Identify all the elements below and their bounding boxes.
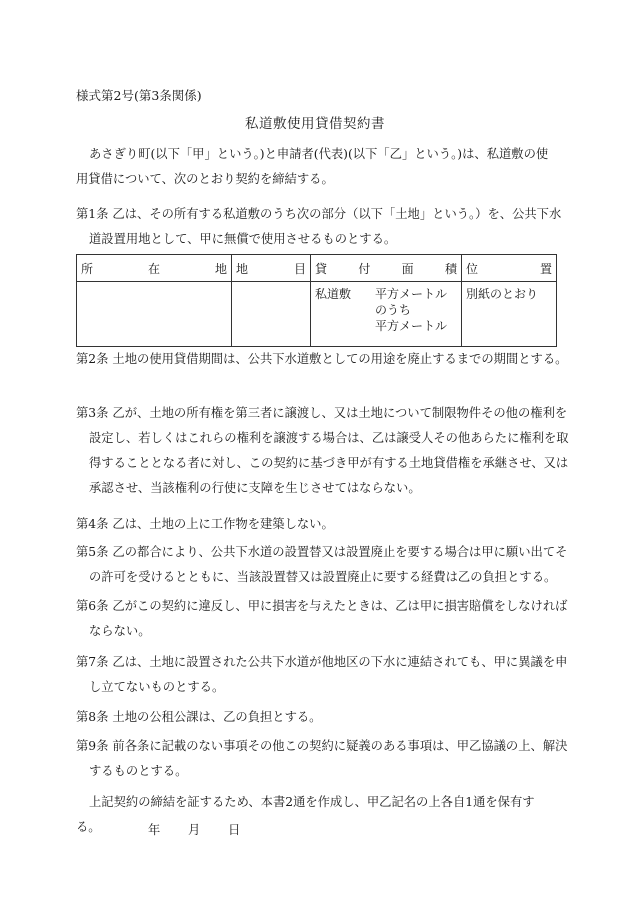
article-2 — [76, 347, 569, 372]
article-number: 第5条 — [76, 545, 109, 559]
article-7 — [76, 650, 569, 700]
area-unit: 平方メートル — [375, 287, 448, 301]
preamble: あさぎり町(以下「甲」という。)と申請者(代表)(以下「乙」という。)は、私道敷の使用貸借について、次のとおり契約を締結する。 — [76, 147, 549, 186]
document-title: 私道敷使用貸借契約書 — [245, 116, 385, 132]
article-9 — [76, 734, 569, 784]
cell-lease-area — [311, 282, 462, 347]
article-number: 第3条 — [76, 406, 109, 420]
article-text: 乙がこの契約に違反し、甲に損害を与えたときは、乙は甲に損害賠償をしなければならない。 — [89, 599, 568, 638]
header-lease-area: 貸 付 面 積 — [311, 255, 462, 282]
area-of: のうち — [375, 303, 412, 317]
article-text: 乙は、土地の上に工作物を建築しない。 — [112, 517, 334, 531]
area-unit-2: 平方メートル — [375, 319, 448, 333]
article-6 — [76, 594, 569, 644]
form-number: 様式第2号(第3条関係) — [76, 88, 202, 103]
header-position: 位 置 — [462, 255, 557, 282]
article-text: 土地の公租公課は、乙の負担とする。 — [112, 710, 322, 724]
article-1 — [76, 202, 569, 252]
cell-location — [77, 282, 232, 347]
date-month: 月 — [188, 823, 201, 837]
article-text: 乙は、その所有する私道敷のうち次の部分（以下「土地」という。）を、公共下水道設置用地として、甲に無償で使用させるものとする。 — [89, 207, 562, 246]
article-text: 前各条に記載のない事項その他この契約に疑義のある事項は、甲乙協議の上、解決するものとする。 — [89, 739, 568, 778]
closing-statement: 上記契約の締結を証するため、本書2通を作成し、甲乙記名の上各自1通を保有する。 — [76, 795, 535, 834]
article-number: 第4条 — [76, 517, 109, 531]
article-number: 第7条 — [76, 655, 109, 669]
land-table — [76, 254, 557, 347]
date-year: 年 — [148, 823, 161, 837]
cell-position: 別紙のとおり — [462, 282, 557, 347]
article-text: 乙が、土地の所有権を第三者に譲渡し、又は土地について制限物件その他の権利を設定し、若しくはこれらの権利を譲渡する場合は、乙は譲受人その他あらたに権利を取得することとなる者に対し、この契約に基づき甲が有する土地貸借権を承継させ、又は承認させ、当該権利の行使に支障を生じさせてはならない。 — [89, 406, 569, 495]
article-number: 第6条 — [76, 599, 109, 613]
cell-lot-category — [232, 282, 311, 347]
header-lot-category: 地 目 — [232, 255, 311, 282]
article-text: 乙は、土地に設置された公共下水道が他地区の下水に連結されても、甲に異議を申し立てないものとする。 — [89, 655, 568, 694]
article-4 — [76, 512, 569, 537]
article-text: 乙の都合により、公共下水道の設置替又は設置廃止を要する場合は甲に願い出てその許可を受けるとともに、当該設置替又は設置廃止に要する経費は乙の負担とする。 — [89, 545, 568, 584]
area-label: 私道敷 — [315, 287, 352, 301]
article-text: 土地の使用貸借期間は、公共下水道敷としての用途を廃止するまでの期間とする。 — [112, 352, 568, 366]
table-header-row — [77, 255, 557, 282]
article-8 — [76, 705, 569, 730]
date-day: 日 — [228, 823, 241, 837]
table-row — [77, 282, 557, 347]
article-3 — [76, 401, 569, 501]
article-number: 第9条 — [76, 739, 109, 753]
article-number: 第1条 — [76, 207, 109, 221]
article-5 — [76, 540, 569, 590]
contract-date — [148, 820, 240, 838]
header-location: 所 在 地 — [77, 255, 232, 282]
article-number: 第2条 — [76, 352, 109, 366]
article-number: 第8条 — [76, 710, 109, 724]
